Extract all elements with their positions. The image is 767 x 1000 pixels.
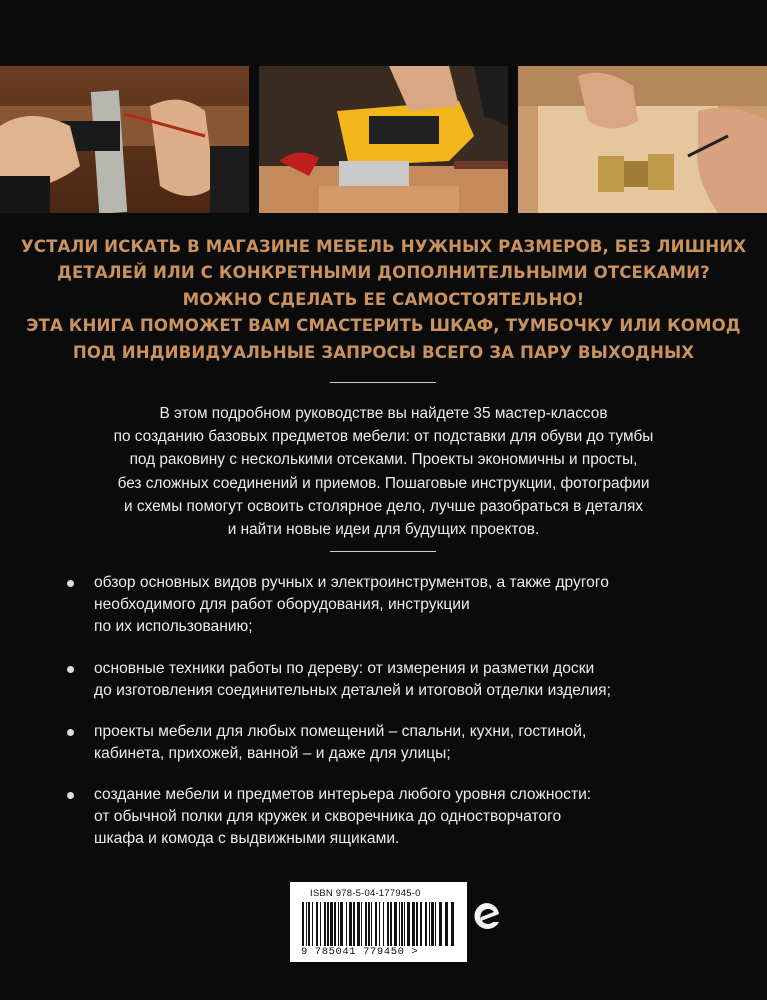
barcode-bar xyxy=(394,902,397,946)
list-item-line: кабинета, прихожей, ванной – и даже для улицы; xyxy=(94,745,451,762)
barcode-bar xyxy=(368,902,370,946)
barcode-graphic xyxy=(302,902,455,946)
divider xyxy=(330,551,436,552)
barcode-bar xyxy=(412,902,415,946)
divider xyxy=(330,382,436,383)
intro-line: и схемы помогут освоить столярное дело, лучше разобраться в деталях xyxy=(123,497,643,515)
list-item-line: от обычной полки для кружек и скворечника до одностворчатого xyxy=(94,808,562,825)
barcode-bar xyxy=(379,902,380,946)
barcode-bar xyxy=(451,902,454,946)
barcode-bar xyxy=(435,902,436,946)
photo-hinge xyxy=(518,66,767,213)
barcode-bar xyxy=(327,902,329,946)
barcode-bar xyxy=(361,902,362,946)
intro-line: без сложных соединений и приемов. Пошаговые инструкции, фотографии xyxy=(117,474,650,492)
photo-jigsaw xyxy=(259,66,508,213)
photo-strip xyxy=(0,66,767,213)
barcode-bar xyxy=(330,902,333,946)
headline-line: ЭТА КНИГА ПОМОЖЕТ ВАМ СМАСТЕРИТЬ ШКАФ, ТУМБОЧКУ ИЛИ КОМОД xyxy=(26,316,741,336)
photo-measuring-square xyxy=(0,66,249,213)
list-item-line: необходимого для работ оборудования, инструкции xyxy=(94,596,470,613)
headline-line: МОЖНО СДЕЛАТЬ ЕЕ САМОСТОЯТЕЛЬНО! xyxy=(182,289,585,309)
bullet-dot-icon xyxy=(67,666,74,673)
barcode-bar xyxy=(390,902,392,946)
isbn-label: ISBN 978-5-04-177945-0 xyxy=(310,888,421,899)
barcode-bar xyxy=(429,902,430,946)
barcode-bar xyxy=(334,902,336,946)
barcode-bar xyxy=(365,902,367,946)
headline xyxy=(0,234,767,366)
bullet-dot-icon xyxy=(67,580,74,587)
barcode-bar xyxy=(431,902,434,946)
barcode-bar xyxy=(346,902,347,946)
barcode-bar xyxy=(439,902,442,946)
barcode-bar xyxy=(383,902,384,946)
barcode-bar xyxy=(302,902,304,946)
barcode-bar xyxy=(316,902,318,946)
isbn-digits: 9 785041 779450 > xyxy=(301,946,419,958)
list-item-line: проекты мебели для любых помещений – спальни, кухни, гостиной, xyxy=(94,723,587,740)
list-item-line: создание мебели и предметов интерьера любого уровня сложности: xyxy=(94,786,592,803)
list-item-line: обзор основных видов ручных и электроинструментов, а также другого xyxy=(94,574,609,591)
intro-paragraph xyxy=(0,402,767,541)
intro-line: под раковину с несколькими отсеками. Проекты экономичны и просты, xyxy=(129,451,638,469)
barcode-bar xyxy=(349,902,352,946)
barcode-bar xyxy=(371,902,372,946)
barcode-bar xyxy=(425,902,427,946)
intro-line: по созданию базовых предметов мебели: от подставки для обуви до тумбы xyxy=(113,428,654,446)
isbn-barcode xyxy=(290,882,467,962)
intro-line: и найти новые идеи для будущих проектов. xyxy=(227,521,540,539)
intro-line: В этом подробном руководстве вы найдете 35 мастер-классов xyxy=(159,405,608,422)
list-item-line: до изготовления соединительных деталей и итоговой отделки изделия; xyxy=(94,682,611,699)
barcode-bar xyxy=(308,902,310,946)
barcode-bar xyxy=(399,902,400,946)
headline-line: ПОД ИНДИВИДУАЛЬНЫЕ ЗАПРОСЫ ВСЕГО ЗА ПАРУ ВЫХОДНЫХ xyxy=(72,342,695,362)
barcode-bar xyxy=(420,902,422,946)
list-item-line: по их использованию; xyxy=(94,618,253,635)
barcode-bar xyxy=(306,902,307,946)
eksmo-logo-icon xyxy=(472,900,502,934)
barcode-bar xyxy=(320,902,321,946)
headline-line: УСТАЛИ ИСКАТЬ В МАГАЗИНЕ МЕБЕЛЬ НУЖНЫХ РАЗМЕРОВ, БЕЗ ЛИШНИХ xyxy=(20,237,747,256)
barcode-bar xyxy=(387,902,389,946)
barcode-bar xyxy=(401,902,403,946)
list-item-line: шкафа и комода с выдвижными ящиками. xyxy=(94,830,400,847)
barcode-bar xyxy=(338,902,339,946)
headline-line: ДЕТАЛЕЙ ИЛИ С КОНКРЕТНЫМИ ДОПОЛНИТЕЛЬНЫМИ ОТСЕКАМИ? xyxy=(57,263,710,283)
bullet-dot-icon xyxy=(67,729,74,736)
barcode-bar xyxy=(375,902,377,946)
barcode-bar xyxy=(357,902,360,946)
list-item-line: основные техники работы по дереву: от измерения и разметки доски xyxy=(94,660,595,677)
barcode-bar xyxy=(312,902,313,946)
barcode-bar xyxy=(353,902,355,946)
barcode-bar xyxy=(404,902,405,946)
bullet-dot-icon xyxy=(67,792,74,799)
barcode-bar xyxy=(340,902,343,946)
barcode-bar xyxy=(416,902,418,946)
barcode-bar xyxy=(324,902,326,946)
barcode-bar xyxy=(407,902,410,946)
barcode-bar xyxy=(445,902,448,946)
